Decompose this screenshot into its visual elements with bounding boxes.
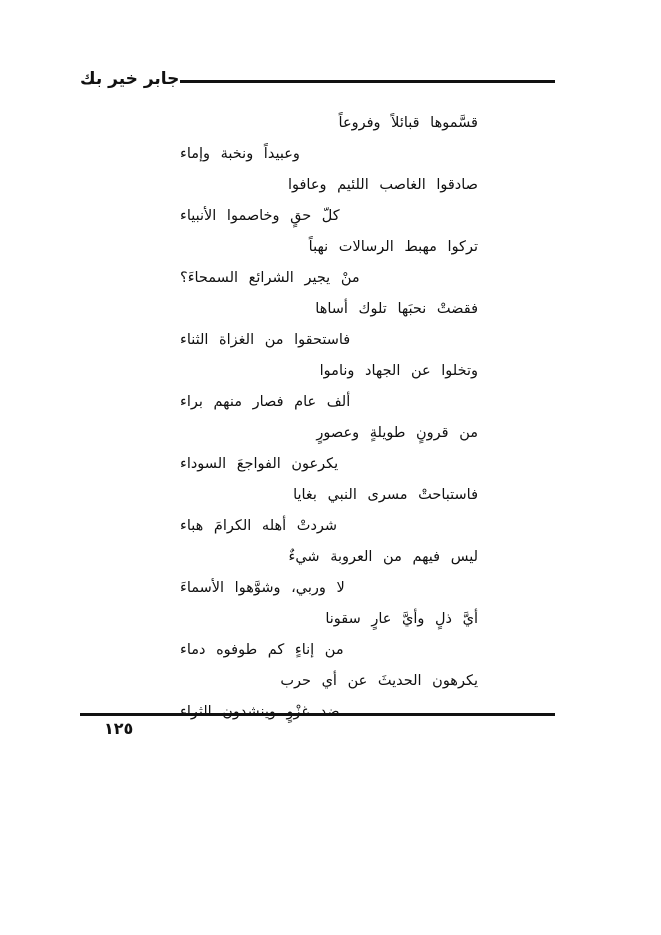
verse-line: ليس فيهم من العروبة شيءٌ bbox=[288, 549, 478, 565]
verse-line: وعبيداً ونخبة وإماء bbox=[180, 146, 300, 162]
verse-line: فاستباحتْ مسرى النبي بغايا bbox=[293, 487, 478, 503]
verse-line: كلّ حقٍ وخاصموا الأنبياء bbox=[180, 208, 340, 224]
header-rule bbox=[180, 80, 555, 83]
verse-line: يكرهون الحديثَ عن أي حرب bbox=[280, 673, 478, 689]
verse-line: وتخلوا عن الجهاد وناموا bbox=[319, 363, 478, 379]
verse-line: فقضتْ نحبَها تلوك أساها bbox=[315, 301, 478, 317]
verse-line: يكرعون الفواجعَ السوداء bbox=[180, 456, 339, 472]
verse-line: من قرونٍ طويلةٍ وعصورٍ bbox=[316, 425, 478, 441]
verse-line: شردتْ أهله الكرامَ هباء bbox=[180, 518, 338, 534]
verse-line: أيَّ ذلٍ وأيَّ عارٍ سقونا bbox=[325, 611, 478, 627]
page-header bbox=[80, 66, 555, 96]
verse-line: منْ يجير الشرائع السمحاءَ؟ bbox=[180, 270, 360, 286]
page-number: ١٢٥ bbox=[104, 719, 134, 738]
verse-line: من إناءٍ كم طوفوه دماء bbox=[180, 642, 344, 658]
author-name: جابر خير بك bbox=[80, 69, 180, 89]
verse-line: لا وربي، وشوَّهوا الأسماءَ bbox=[180, 580, 345, 596]
verse-line: ضد غزْوٍ وينشدون الثراء bbox=[180, 704, 340, 720]
verse-line: تركوا مهبط الرسالات نهباً bbox=[308, 239, 478, 255]
verse-line: فاستحقوا من الغزاة الثناء bbox=[180, 332, 351, 348]
verse-line: ألف عام فصار منهم براء bbox=[180, 394, 351, 410]
verse-line: قسَّموها قبائلاً وفروعاً bbox=[338, 115, 478, 131]
footer-rule bbox=[80, 713, 555, 716]
poem bbox=[180, 108, 478, 728]
verse-line: صادقوا الغاصب اللئيم وعافوا bbox=[287, 177, 478, 193]
